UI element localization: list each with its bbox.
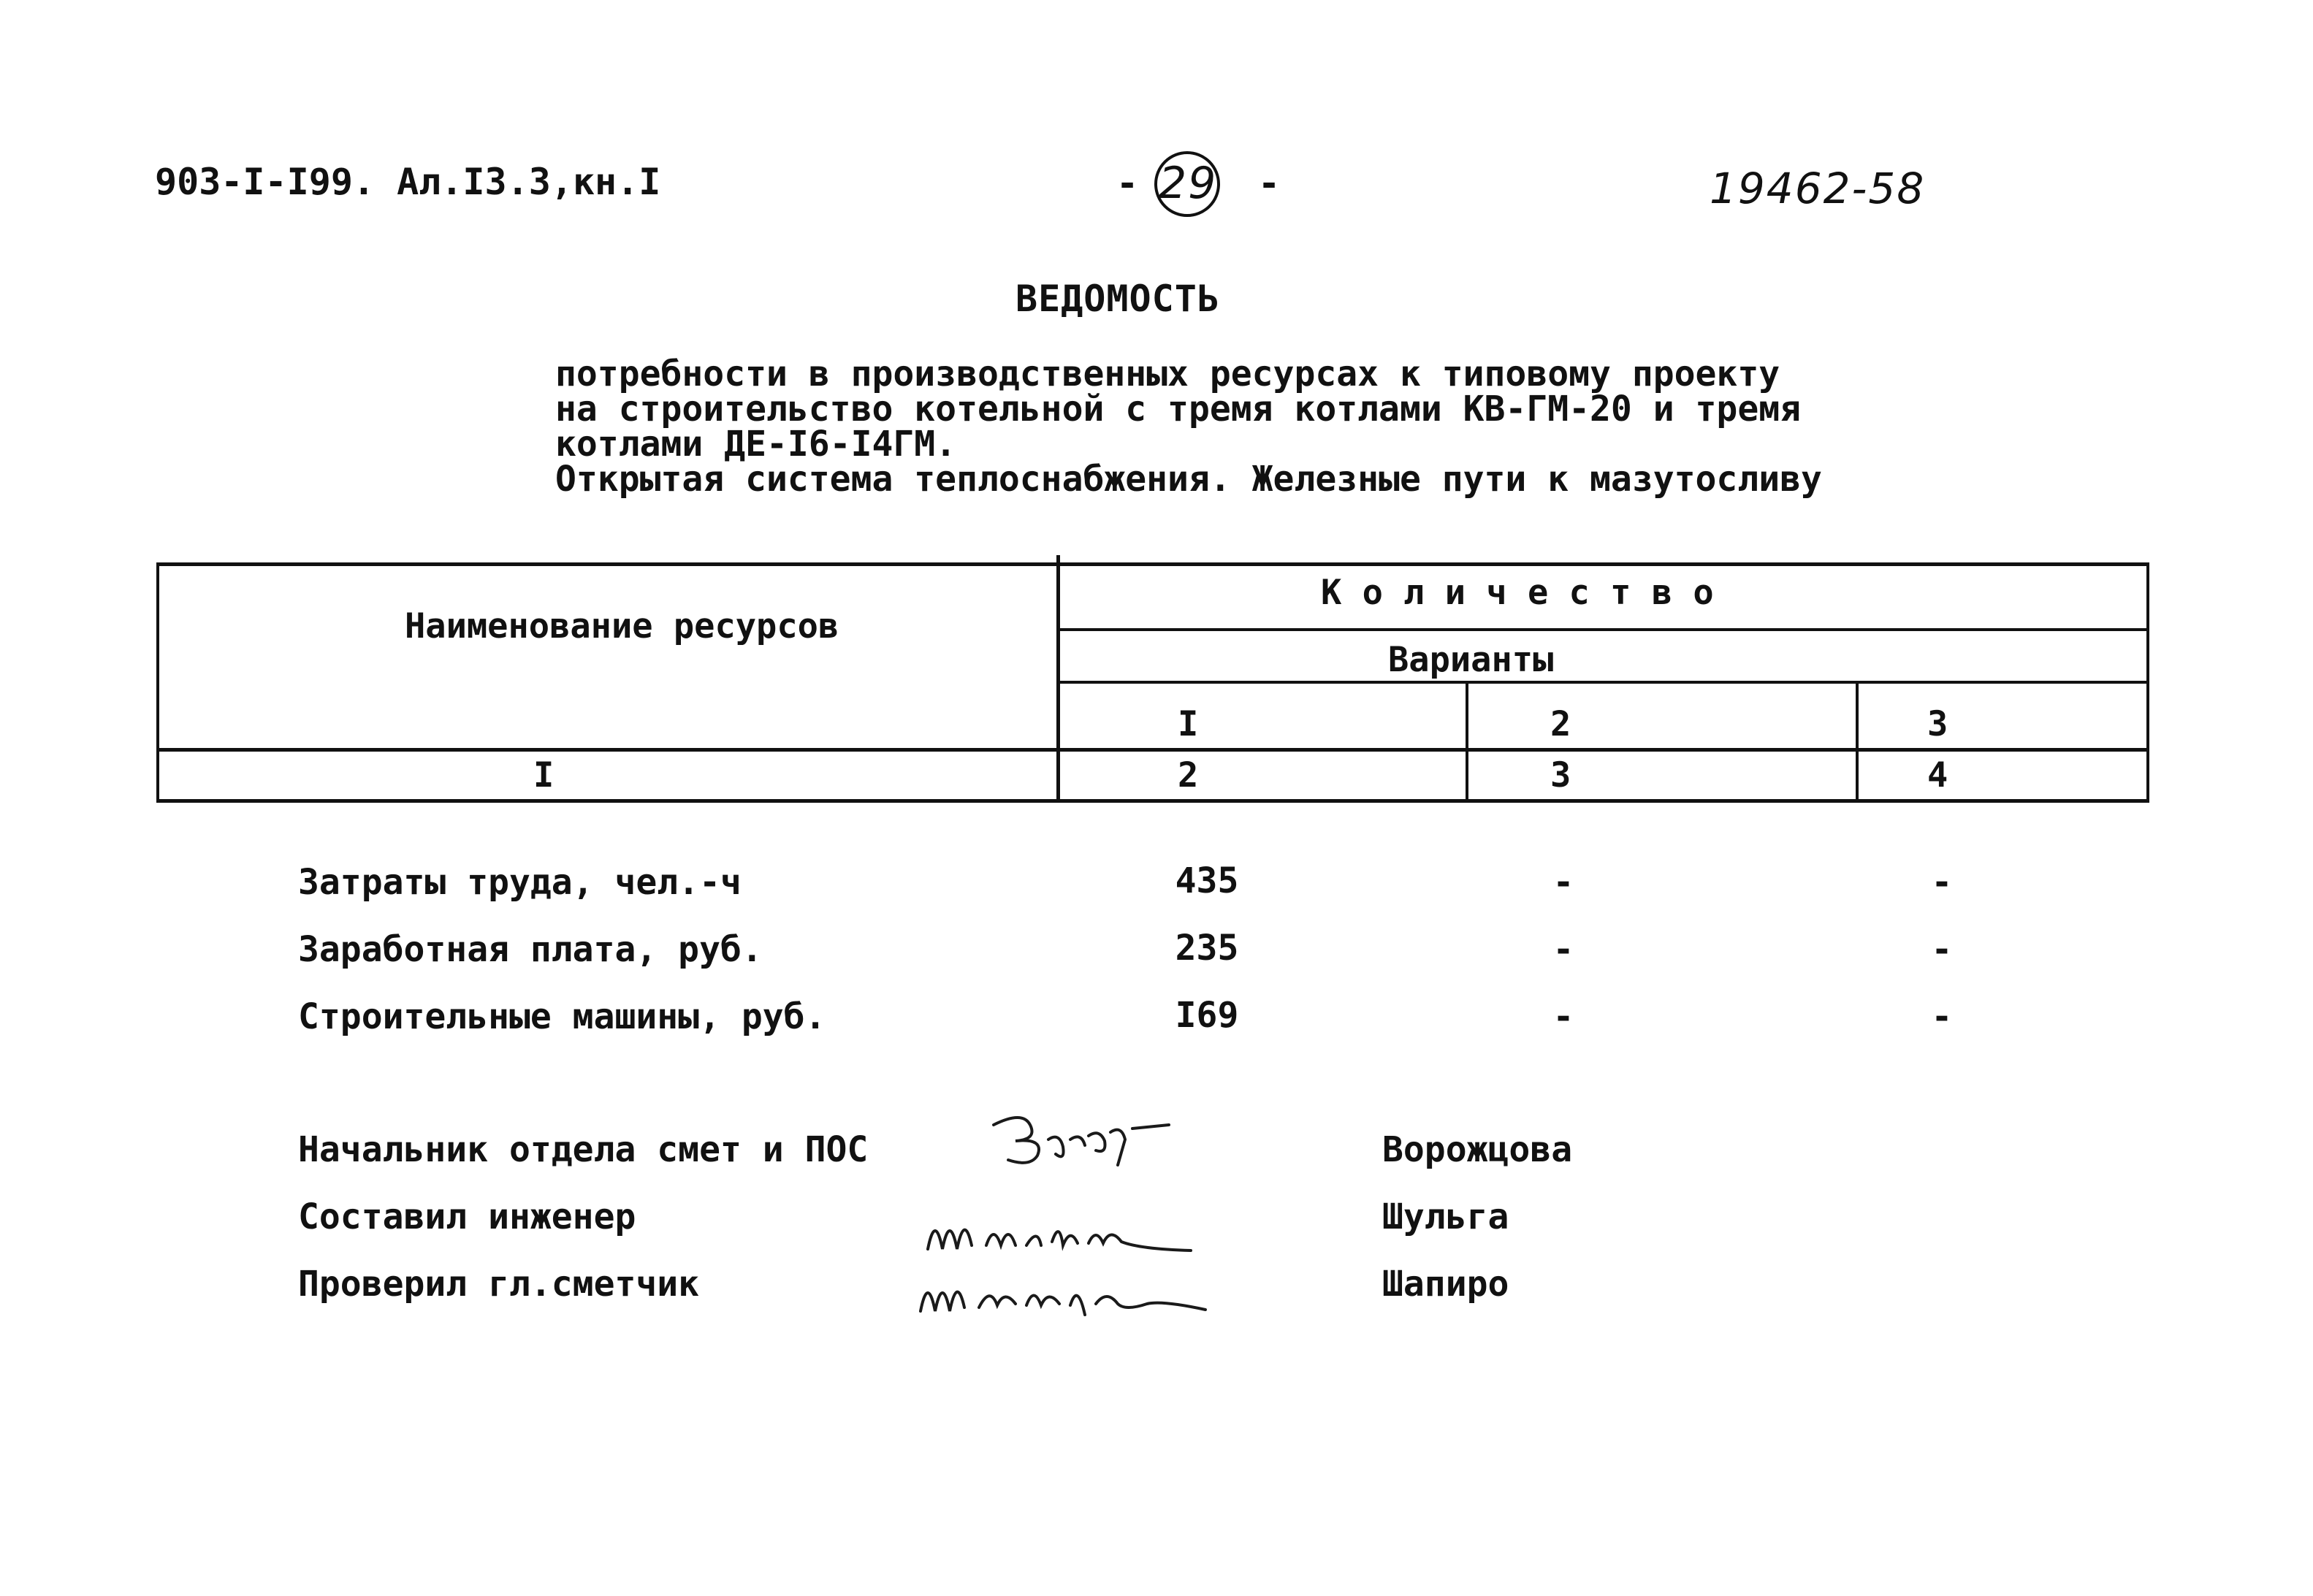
subtitle-line-1: потребности в производственных ресурсах к типовому проекту [555, 354, 1780, 394]
table-right-border [2146, 562, 2149, 799]
subtitle-line-2: на строительство котельной с тремя котлами КВ-ГМ-20 и тремя [555, 389, 1802, 429]
signer-2-role: Составил инженер [298, 1196, 636, 1237]
variant-label-3: 3 [1927, 704, 1948, 744]
handwritten-registry-number: 19462-58 [1710, 164, 1926, 213]
signer-1-role: Начальник отдела смет и ПОС [298, 1129, 869, 1170]
row-3-variant-3: - [1931, 996, 1953, 1037]
subtitle-line-4: Открытая система теплоснабжения. Железные пути к мазутосливу [555, 459, 1822, 500]
column-header-variants: Варианты [1388, 640, 1554, 680]
variant-label-1: I [1178, 704, 1199, 744]
column-number-3: 3 [1550, 755, 1571, 795]
table-left-border [156, 562, 159, 799]
row-3-variant-1: I69 [1175, 995, 1239, 1036]
document-code: 903-I-I99. Ал.I3.3,кн.I [155, 161, 661, 203]
table-top-border [156, 562, 2149, 566]
page-dash-right: - [1258, 162, 1281, 205]
handwritten-signature-2 [913, 1198, 1205, 1264]
handwritten-signature-3 [906, 1260, 1213, 1326]
signer-2-name: Шульга [1382, 1196, 1509, 1237]
table-variant-divider-2 [1856, 681, 1859, 799]
page-dash-left: - [1116, 162, 1139, 205]
table-header-divider [156, 748, 2149, 752]
row-3-variant-2: - [1552, 996, 1574, 1037]
page-number: 29 [1159, 158, 1218, 209]
row-1-name: Затраты труда, чел.-ч [298, 862, 742, 903]
variant-label-2: 2 [1550, 704, 1571, 744]
table-bottom-border [156, 799, 2149, 803]
row-2-variant-1: 235 [1175, 928, 1239, 969]
table-name-column-divider [1056, 555, 1060, 799]
row-2-variant-2: - [1552, 929, 1574, 970]
row-1-variant-1: 435 [1175, 860, 1239, 901]
table-quantity-divider [1058, 628, 2149, 631]
page-title: ВЕДОМОСТЬ [1015, 278, 1220, 320]
column-header-resource-name: Наименование ресурсов [405, 606, 839, 646]
signer-3-role: Проверил гл.сметчик [298, 1264, 700, 1305]
handwritten-signature-1 [979, 1096, 1184, 1176]
row-1-variant-2: - [1552, 862, 1574, 903]
row-2-variant-3: - [1931, 929, 1953, 970]
subtitle-line-3: котлами ДЕ-I6-I4ГМ. [555, 424, 957, 465]
column-number-2: 2 [1178, 755, 1199, 795]
column-header-quantity: К о л и ч е с т в о [1321, 573, 1714, 613]
table-variant-divider-1 [1466, 681, 1468, 799]
row-1-variant-3: - [1931, 862, 1953, 903]
signer-1-name: Ворожцова [1382, 1129, 1573, 1170]
row-3-name: Строительные машины, руб. [298, 996, 826, 1037]
row-2-name: Заработная плата, руб. [298, 929, 763, 970]
signer-3-name: Шапиро [1382, 1264, 1509, 1305]
table-variants-divider [1058, 681, 2149, 684]
column-number-1: I [533, 755, 555, 795]
column-number-4: 4 [1927, 755, 1948, 795]
